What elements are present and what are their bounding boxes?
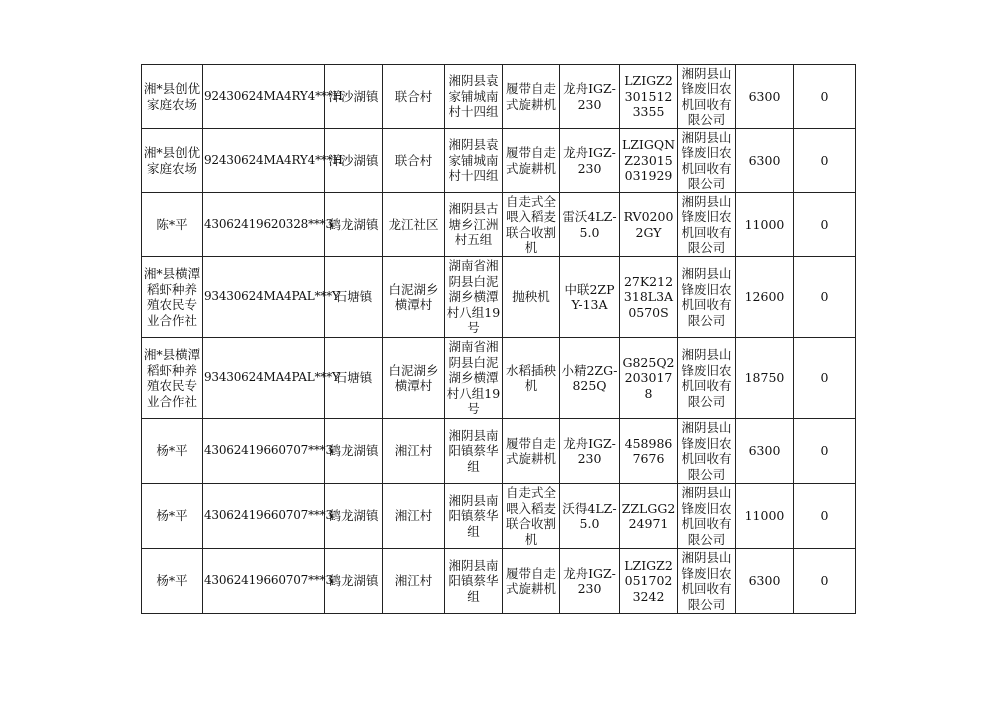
address-cell: 湖南省湘阴县白泥湖乡横潭村八组19号 [445,338,503,419]
machine-type-cell: 履带自走式旋耕机 [503,419,560,484]
model-cell: 龙舟IGZ-230 [560,129,620,193]
applicant-cell: 杨*平 [142,419,203,484]
subsidy-cell: 6300 [736,65,794,129]
model-cell: 中联2ZPY-13A [560,257,620,338]
table-row [142,419,856,484]
town-cell: 洋沙湖镇 [325,129,383,193]
applicant-cell: 湘*县创优家庭农场 [142,65,203,129]
serial-no-cell: RV02002GY [620,193,678,257]
machine-type-cell: 抛秧机 [503,257,560,338]
address-cell: 湘阴县南阳镇蔡华组 [445,549,503,614]
model-cell: 龙舟IGZ-230 [560,419,620,484]
extra-cell: 0 [794,484,856,549]
town-cell: 石塘镇 [325,338,383,419]
subsidy-cell: 11000 [736,193,794,257]
applicant-cell: 湘*县横潭稻虾种养殖农民专业合作社 [142,338,203,419]
extra-cell: 0 [794,338,856,419]
machine-type-cell: 自走式全喂入稻麦联合收割机 [503,484,560,549]
table-row [142,338,856,419]
extra-cell: 0 [794,419,856,484]
town-cell: 鹤龙湖镇 [325,549,383,614]
village-cell: 湘江村 [383,484,445,549]
address-cell: 湘阴县袁家铺城南村十四组 [445,129,503,193]
town-cell: 鹤龙湖镇 [325,193,383,257]
id-code-cell: 43062419660707***3 [203,549,325,614]
town-cell: 石塘镇 [325,257,383,338]
table-row [142,193,856,257]
subsidy-cell: 11000 [736,484,794,549]
table-row [142,484,856,549]
machine-type-cell: 水稻插秧机 [503,338,560,419]
serial-no-cell: 4589867676 [620,419,678,484]
model-cell: 龙舟IGZ-230 [560,65,620,129]
machine-type-cell: 履带自走式旋耕机 [503,549,560,614]
recycler-cell: 湘阴县山锋废旧农机回收有限公司 [678,65,736,129]
recycler-cell: 湘阴县山锋废旧农机回收有限公司 [678,338,736,419]
id-code-cell: 43062419660707***3 [203,484,325,549]
recycler-cell: 湘阴县山锋废旧农机回收有限公司 [678,257,736,338]
subsidy-cell: 18750 [736,338,794,419]
village-cell: 龙江社区 [383,193,445,257]
address-cell: 湘阴县袁家铺城南村十四组 [445,65,503,129]
applicant-cell: 杨*平 [142,549,203,614]
id-code-cell: 92430624MA4RY4***H [203,65,325,129]
village-cell: 湘江村 [383,549,445,614]
town-cell: 鹤龙湖镇 [325,484,383,549]
town-cell: 鹤龙湖镇 [325,419,383,484]
recycler-cell: 湘阴县山锋废旧农机回收有限公司 [678,129,736,193]
machine-type-cell: 履带自走式旋耕机 [503,129,560,193]
serial-no-cell: 27K212318L3A0570S [620,257,678,338]
address-cell: 湖南省湘阴县白泥湖乡横潭村八组19号 [445,257,503,338]
village-cell: 联合村 [383,65,445,129]
village-cell: 湘江村 [383,419,445,484]
applicant-cell: 陈*平 [142,193,203,257]
address-cell: 湘阴县南阳镇蔡华组 [445,484,503,549]
id-code-cell: 43062419660707***3 [203,419,325,484]
table-row [142,257,856,338]
extra-cell: 0 [794,193,856,257]
serial-no-cell: LZIGZ23015123355 [620,65,678,129]
model-cell: 沃得4LZ-5.0 [560,484,620,549]
extra-cell: 0 [794,65,856,129]
id-code-cell: 92430624MA4RY4***H [203,129,325,193]
id-code-cell: 43062419620328***3 [203,193,325,257]
id-code-cell: 93430624MA4PAL***Y [203,257,325,338]
model-cell: 龙舟IGZ-230 [560,549,620,614]
applicant-cell: 湘*县横潭稻虾种养殖农民专业合作社 [142,257,203,338]
extra-cell: 0 [794,257,856,338]
serial-no-cell: ZZLGG224971 [620,484,678,549]
village-cell: 联合村 [383,129,445,193]
subsidy-cell: 12600 [736,257,794,338]
town-cell: 洋沙湖镇 [325,65,383,129]
table-row [142,129,856,193]
recycler-cell: 湘阴县山锋废旧农机回收有限公司 [678,484,736,549]
address-cell: 湘阴县南阳镇蔡华组 [445,419,503,484]
serial-no-cell: LZIGZ20517023242 [620,549,678,614]
id-code-cell: 93430624MA4PAL***Y [203,338,325,419]
applicant-cell: 杨*平 [142,484,203,549]
recycler-cell: 湘阴县山锋废旧农机回收有限公司 [678,193,736,257]
village-cell: 白泥湖乡横潭村 [383,338,445,419]
model-cell: 小精2ZG-825Q [560,338,620,419]
subsidy-cell: 6300 [736,549,794,614]
table-row [142,549,856,614]
subsidy-cell: 6300 [736,419,794,484]
applicant-cell: 湘*县创优家庭农场 [142,129,203,193]
serial-no-cell: G825Q22030178 [620,338,678,419]
village-cell: 白泥湖乡横潭村 [383,257,445,338]
recycler-cell: 湘阴县山锋废旧农机回收有限公司 [678,419,736,484]
table-row [142,65,856,129]
machine-type-cell: 履带自走式旋耕机 [503,65,560,129]
recycler-cell: 湘阴县山锋废旧农机回收有限公司 [678,549,736,614]
subsidy-cell: 6300 [736,129,794,193]
machine-type-cell: 自走式全喂入稻麦联合收割机 [503,193,560,257]
model-cell: 雷沃4LZ-5.0 [560,193,620,257]
extra-cell: 0 [794,129,856,193]
recycling-subsidy-table [141,64,856,614]
serial-no-cell: LZIGQNZ23015031929 [620,129,678,193]
address-cell: 湘阴县古塘乡江洲村五组 [445,193,503,257]
extra-cell: 0 [794,549,856,614]
